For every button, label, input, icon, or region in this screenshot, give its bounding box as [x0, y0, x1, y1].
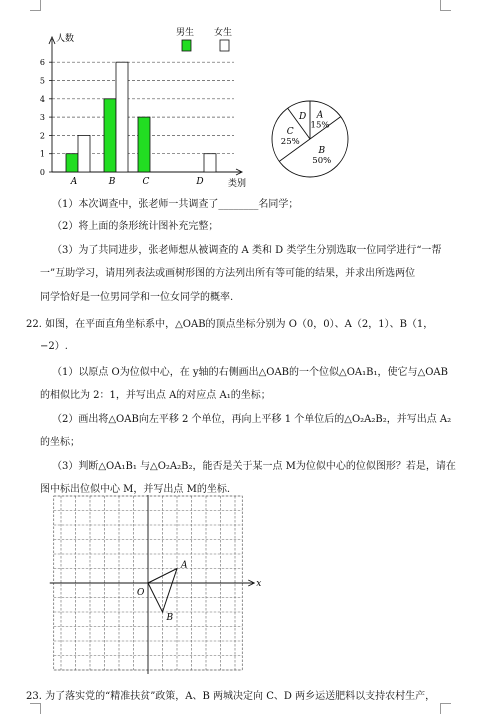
pie-chart [260, 95, 360, 185]
y-tick-label: 0 [39, 168, 45, 177]
x-tick-label: C [142, 177, 150, 187]
q23-stem-line1: 23. 为了落实党的“精准扶贫”政策，A、B 两城决定向 C、D 两乡运送肥料以支持农村生产， [26, 691, 436, 702]
bar-girls-B [116, 62, 128, 172]
page-corner-mark [440, 703, 451, 714]
y-tick-label: 5 [39, 76, 45, 86]
pie-slice-label: B [318, 146, 326, 157]
y-tick-label: 2 [39, 131, 45, 141]
x-axis-label: x [256, 579, 262, 589]
q22-part2-line1: （2）画出将△OAB向左平移 2 个单位，再向上平移 1 个单位后的△O₂A₂B₂，并写出点 A₂ [52, 414, 452, 425]
bar-boys-B [104, 99, 116, 172]
q22-stem-line1: 22. 如图，在平面直角坐标系中，△OAB的顶点坐标分别为 O（0，0）、A（2，1）、B（1， [26, 319, 434, 330]
q21-part3-line3: 同学恰好是一位男同学和一位女同学的概率. [40, 292, 234, 303]
x-tick-label: A [70, 177, 78, 187]
bar-girls-A [78, 135, 90, 172]
bar-girls-D [204, 154, 216, 172]
y-tick-label: 1 [39, 149, 45, 159]
q22-part2-line2: 的坐标； [40, 437, 80, 448]
q21-part1: （1）本次调查中，张老师一共调查了________名同学； [52, 199, 299, 210]
pie-slice-label: C [286, 126, 294, 137]
q22-stem-line2: −2）. [40, 341, 68, 352]
x-axis-label: 类别 [228, 179, 247, 189]
pie-slice-percent: 50% [312, 156, 332, 167]
vertex-label-O: O [137, 588, 145, 598]
page-corner-mark [30, 0, 41, 11]
pie-slice-label: A [316, 110, 324, 121]
q21-part3-line2: 一”互助学习，请用列表法或画树形图的方法列出所有等可能的结果，并求出所选两位 [40, 268, 416, 279]
vertex-label-B: B [166, 613, 174, 623]
q22-part3-line2: 图中标出位似中心 M，并写出点 M的坐标. [40, 484, 231, 495]
q21-part2: （2）将上面的条形统计图补充完整； [52, 221, 219, 232]
q22-part1-line1: （1）以原点 O为位似中心，在 y轴的右侧画出△OAB的一个位似△OA₁B₁，使它与△OAB [52, 367, 448, 378]
x-tick-label: D [196, 177, 204, 187]
q21-part3-line1: （3）为了共同进步，张老师想从被调查的 A 类和 D 类学生分别选取一位同学进行“一帮 [52, 245, 442, 256]
bar-chart [30, 25, 260, 190]
pie-slice-label: D [298, 112, 307, 123]
y-axis-label: 人数 [56, 34, 75, 44]
legend-label: 女生 [214, 28, 233, 38]
y-tick-label: 4 [39, 94, 45, 104]
y-tick-label: 6 [39, 58, 45, 68]
x-tick-label: B [108, 177, 116, 187]
pie-slice-percent: 25% [280, 136, 300, 147]
page-corner-mark [440, 0, 451, 11]
y-tick-label: 3 [39, 113, 45, 123]
pie-slice-percent: 15% [310, 120, 330, 131]
q22-part3-line1: （3）判断△OA₁B₁ 与△O₂A₂B₂，能否是关于某一点 M为位似中心的位似图形？若是，请在 [52, 461, 456, 472]
q22-part1-line2: 的相似比为 2：1，并写出点 A的对应点 A₁的坐标； [40, 390, 271, 401]
legend-swatch [182, 40, 191, 51]
coordinate-grid-figure [38, 495, 274, 685]
bar-boys-A [66, 154, 78, 172]
bar-boys-C [138, 117, 150, 172]
legend-label: 男生 [176, 28, 195, 38]
legend-swatch [220, 40, 229, 51]
vertex-label-A: A [181, 560, 188, 571]
page-corner-mark [30, 703, 41, 714]
